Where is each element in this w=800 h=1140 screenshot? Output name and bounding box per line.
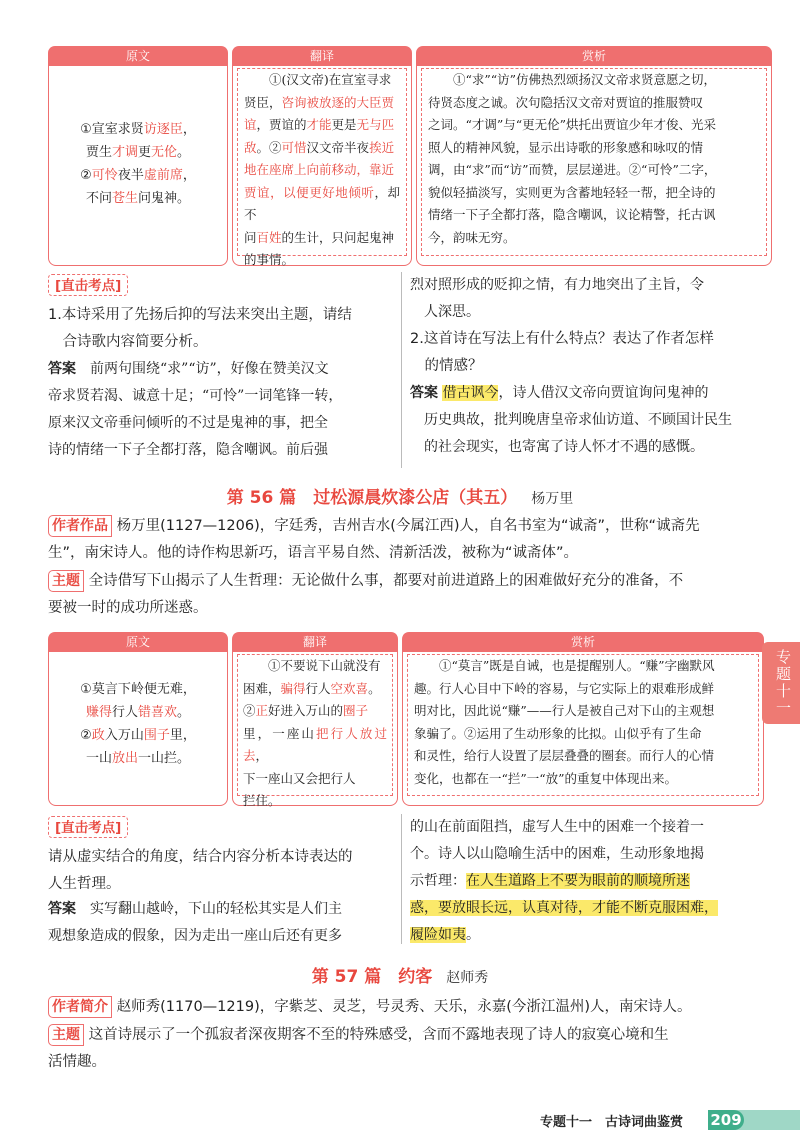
highlighted-phrase: 咨询被放逐的大臣贾 bbox=[281, 94, 395, 110]
text-line: 调，由“求”而“访”而赞，层层递进。②“可怜”二字， bbox=[428, 162, 717, 177]
text-segment: 不问 bbox=[85, 191, 112, 206]
page-number-bar bbox=[708, 1110, 800, 1130]
section-title: 第 56 篇 过松源晨炊漆公店（其五） bbox=[226, 488, 518, 508]
cell-translation bbox=[232, 66, 412, 266]
exam-tag-label: 直击考点 bbox=[61, 820, 116, 836]
header-translation: 翻译 bbox=[232, 632, 398, 652]
highlighted-phrase: 把行人放过去 bbox=[243, 725, 387, 763]
highlighted-phrase: 敌 bbox=[244, 139, 257, 155]
text-line bbox=[59, 724, 217, 747]
question-line: 请从虚实结合的角度，结合内容分析本诗表达的 bbox=[48, 849, 353, 865]
text-line: 和灵性，给行人设置了层层叠叠的圈套。而行人的心情 bbox=[414, 748, 715, 763]
text-line bbox=[244, 92, 400, 115]
text-line: ①“莫言”既是自诫，也是提醒别人。“赚”字幽默风 bbox=[414, 658, 715, 673]
theme-block-56 bbox=[48, 568, 778, 622]
answer-3 bbox=[48, 896, 394, 950]
question-3 bbox=[48, 844, 394, 898]
highlighted-phrase: 错喜欢 bbox=[138, 705, 178, 720]
highlighted-phrase: 才调 bbox=[111, 145, 138, 160]
question-line: 2.这首诗在写法上有什么特点？表达了作者怎样 bbox=[410, 331, 714, 347]
text-line bbox=[244, 182, 400, 227]
text-line: 明对比，因此说“赚”——行人是被自己对下山的主观想 bbox=[414, 703, 715, 718]
author-tag: 作者作品 bbox=[48, 515, 112, 537]
text-line bbox=[244, 69, 400, 92]
highlighted-phrase: 挨近 bbox=[369, 139, 395, 155]
text-line bbox=[59, 187, 217, 210]
text-line bbox=[59, 678, 217, 701]
text-line bbox=[243, 678, 387, 701]
page-number: 209 bbox=[708, 1110, 744, 1130]
text-segment: 。 bbox=[177, 705, 191, 720]
section-title: 第 57 篇 约客 bbox=[311, 967, 433, 987]
cell-original bbox=[48, 652, 228, 806]
text-line: 趣。行人心目中下岭的容易，与它实际上的艰难形成鲜 bbox=[414, 680, 715, 696]
question-line: 人生哲理。 bbox=[48, 876, 121, 892]
text-segment: 。 bbox=[368, 680, 381, 696]
text-segment: ， bbox=[255, 748, 269, 763]
text-line: 照人的精神风貌，显示出诗歌的形象感和咏叹的情 bbox=[428, 139, 704, 155]
answer-1-continued bbox=[410, 272, 760, 326]
text-segment: 贤臣， bbox=[244, 94, 282, 110]
text-line bbox=[243, 700, 387, 723]
answer-label: 答案 bbox=[48, 361, 76, 377]
text-segment: ， bbox=[182, 168, 196, 183]
text-line: ①“求”“访”仿佛热烈颂扬汉文帝求贤意愿之切， bbox=[428, 72, 717, 87]
answer-line: 烈对照形成的贬抑之情，有力地突出了主旨，令 bbox=[410, 277, 704, 293]
text-segment: 一山 bbox=[85, 751, 112, 766]
text-segment: 更 bbox=[137, 145, 151, 160]
answer-line: 历史典故，批判晚唐皇帝求仙访道、不顾国计民生 bbox=[424, 412, 732, 428]
answer-highlight: 惑，要放眼长远，认真对待，才能不断克服困难， bbox=[410, 900, 718, 916]
highlighted-phrase: 放出 bbox=[111, 751, 138, 766]
text-segment: ， bbox=[182, 122, 196, 137]
answer-line: 人深思。 bbox=[424, 304, 480, 320]
exam-tag-label: 直击考点 bbox=[61, 278, 116, 294]
author-line: 生”，南宋诗人。他的诗作构思新巧，语言平易自然、清新活泼，被称为“诚斋体”。 bbox=[48, 545, 579, 561]
header-translation: 翻译 bbox=[232, 46, 412, 66]
text-line: 象骗了。②运用了生动形象的比拟。山似乎有了生命 bbox=[414, 725, 702, 741]
original-text bbox=[59, 678, 217, 774]
poem-table-2 bbox=[48, 632, 764, 806]
author-line: 杨万里(1127—1206)，字廷秀，吉州吉水(今属江西)人，自名书室为“诚斋”，世称“诚斋先 bbox=[116, 518, 700, 534]
appreciation-text bbox=[407, 654, 759, 796]
highlighted-phrase: 贾谊，以便更好地倾听 bbox=[244, 184, 375, 200]
text-segment: 问鬼神。 bbox=[138, 191, 191, 206]
tag-bracket-left: [ bbox=[55, 278, 62, 294]
column-divider-1 bbox=[401, 272, 402, 468]
text-segment: 下一座山又会把行人 bbox=[243, 770, 356, 786]
highlighted-phrase: 无与匹 bbox=[356, 117, 395, 132]
poem-table-1 bbox=[48, 46, 772, 266]
text-line bbox=[244, 137, 400, 160]
author-block-56 bbox=[48, 513, 778, 567]
highlighted-phrase: 才能 bbox=[306, 117, 332, 132]
question-1 bbox=[48, 302, 394, 356]
answer-line: 实写翻山越岭，下山的轻松其实是人们主 bbox=[76, 901, 342, 917]
text-line bbox=[243, 790, 387, 813]
exam-tag-1 bbox=[48, 274, 128, 296]
answer-line: 个。诗人以山隐喻生活中的困难，生动形象地揭 bbox=[410, 846, 704, 862]
translation-text bbox=[237, 654, 393, 808]
text-line bbox=[244, 227, 400, 250]
text-line: 貌似轻描淡写，实则更为含蓄地轻轻一帮，把全诗的 bbox=[428, 184, 716, 200]
author-block-57 bbox=[48, 994, 778, 1021]
answer-label: 答案 bbox=[48, 901, 76, 917]
text-line bbox=[243, 768, 387, 791]
answer-label: 答案 bbox=[410, 385, 438, 401]
footer-chapter-title: 专题十一 古诗词曲鉴赏 bbox=[540, 1115, 684, 1130]
tag-bracket-left: [ bbox=[55, 820, 62, 836]
header-original: 原文 bbox=[48, 632, 228, 652]
text-segment: ①莫言下岭便无难， bbox=[80, 682, 196, 697]
author-line: 赵师秀(1170—1219)，字紫芝、灵芝，号灵秀、天乐，永嘉(今浙江温州)人，南宋诗人。 bbox=[116, 999, 692, 1015]
highlighted-phrase: 地在座席上向前移动，靠近 bbox=[244, 162, 395, 177]
answer-line: 诗的情绪一下子全都打落，隐含嘲讽。前后强 bbox=[48, 442, 328, 458]
appreciation-text bbox=[421, 68, 767, 256]
answer-line: 帝求贤若渴、诚意十足；“可怜”一词笔锋一转， bbox=[48, 388, 343, 404]
text-segment: 。 bbox=[177, 145, 191, 160]
answer-line: 前两句围绕“求”“访”，好像在赞美汉文 bbox=[76, 361, 329, 377]
question-2 bbox=[410, 326, 760, 380]
text-segment: 。② bbox=[256, 139, 282, 155]
section-author: 杨万里 bbox=[531, 491, 574, 507]
theme-line: 全诗借写下山揭示了人生哲理：无论做什么事，都要对前进道路上的困难做好充分的准备，不 bbox=[88, 573, 684, 589]
question-line: 合诗歌内容简要分析。 bbox=[48, 334, 208, 350]
cell-original bbox=[48, 66, 228, 266]
highlighted-phrase: 可惜 bbox=[281, 139, 307, 155]
answer-highlight: 履险如夷 bbox=[410, 927, 466, 943]
text-segment: ② bbox=[243, 703, 256, 718]
cell-appreciation bbox=[416, 66, 772, 266]
text-line bbox=[243, 723, 387, 768]
theme-block-57 bbox=[48, 1022, 778, 1076]
text-segment: 更是 bbox=[331, 117, 357, 132]
section-author: 赵师秀 bbox=[446, 970, 489, 986]
answer-2 bbox=[410, 380, 760, 461]
cell-translation bbox=[232, 652, 398, 806]
highlighted-phrase: 空欢喜 bbox=[330, 680, 369, 696]
text-segment: 里，一座山 bbox=[243, 725, 317, 741]
theme-line: 活情趣。 bbox=[48, 1054, 106, 1070]
text-segment: 的生计，只问起鬼神 bbox=[281, 229, 395, 245]
highlighted-phrase: 访逐臣 bbox=[143, 122, 183, 137]
highlighted-phrase: 苍生 bbox=[111, 191, 138, 206]
theme-tag: 主题 bbox=[48, 1024, 84, 1046]
highlighted-phrase: 无伦 bbox=[151, 145, 178, 160]
text-segment: 行人 bbox=[305, 680, 331, 696]
answer-line: 的山在前面阻挡，虚写人生中的困难一个接着一 bbox=[410, 819, 704, 835]
text-segment: 夜半 bbox=[117, 168, 144, 183]
tag-bracket-right: ] bbox=[115, 820, 122, 836]
text-line: 待贤态度之诚。次句隐括汉文帝对贾谊的推服赞叹 bbox=[428, 94, 704, 110]
highlighted-phrase: 赚得 bbox=[85, 705, 112, 720]
text-line bbox=[59, 118, 217, 141]
answer-line: 的社会现实，也寄寓了诗人怀才不遇的感慨。 bbox=[424, 439, 704, 455]
text-segment: 问 bbox=[244, 229, 257, 245]
answer-highlight: 在人生道路上不要为眼前的顺境所迷 bbox=[466, 873, 690, 889]
chapter-side-tab[interactable]: 专题十一 bbox=[762, 642, 800, 724]
text-line bbox=[59, 164, 217, 187]
text-segment: 入万山 bbox=[104, 728, 144, 743]
text-segment: ，贾谊的 bbox=[256, 117, 307, 132]
text-segment: ，却不 bbox=[244, 184, 400, 222]
translation-text bbox=[237, 68, 407, 267]
theme-line: 这首诗展示了一个孤寂者深夜期客不至的特殊感受，含而不露地表现了诗人的寂寞心境和生 bbox=[88, 1027, 669, 1043]
text-segment: ② bbox=[80, 728, 92, 743]
text-line: 变化，也都在一“拦”一“放”的重复中体现出来。 bbox=[414, 770, 678, 786]
text-line bbox=[59, 141, 217, 164]
text-segment: 里， bbox=[169, 728, 196, 743]
text-line bbox=[59, 747, 217, 770]
exam-tag-2 bbox=[48, 816, 128, 838]
answer-line: 原来汉文帝垂问倾听的不过是鬼神的事，把全 bbox=[48, 415, 328, 431]
highlighted-phrase: 围子 bbox=[143, 728, 170, 743]
text-segment: 的事情。 bbox=[244, 252, 295, 267]
text-line: 今，韵味无穷。 bbox=[428, 229, 516, 245]
text-segment: ①宣室求贤 bbox=[80, 122, 144, 137]
header-original: 原文 bbox=[48, 46, 228, 66]
text-line bbox=[244, 249, 400, 272]
theme-tag: 主题 bbox=[48, 570, 84, 592]
text-line bbox=[244, 159, 400, 182]
answer-line: 示哲理： bbox=[410, 873, 466, 889]
highlighted-phrase: 百姓 bbox=[256, 229, 282, 245]
answer-line: 观想象造成的假象，因为走出一座山后还有更多 bbox=[48, 928, 342, 944]
text-segment: 拦住。 bbox=[243, 793, 281, 808]
answer-1 bbox=[48, 356, 394, 464]
section-57-heading bbox=[0, 962, 800, 987]
text-segment: 好进入万山的 bbox=[268, 703, 344, 718]
text-segment: 困难， bbox=[243, 680, 281, 696]
theme-line: 要被一时的成功所迷惑。 bbox=[48, 600, 208, 616]
answer-3-continued bbox=[410, 814, 762, 949]
text-line bbox=[243, 655, 387, 678]
section-56-heading bbox=[0, 483, 800, 508]
answer-line: ，诗人借汉文帝向贾谊询问鬼神的 bbox=[498, 385, 709, 401]
tag-bracket-right: ] bbox=[115, 278, 122, 294]
question-line: 1.本诗采用了先扬后抑的写法来突出主题，请结 bbox=[48, 307, 352, 323]
author-tag: 作者简介 bbox=[48, 996, 112, 1018]
highlighted-phrase: 可怜 bbox=[91, 168, 118, 183]
answer-highlight: 借古讽今 bbox=[442, 385, 499, 401]
column-divider-2 bbox=[401, 814, 402, 944]
text-line: 情绪一下子全都打落，隐含嘲讽，议论精警，托古讽 bbox=[428, 207, 716, 222]
highlighted-phrase: 虚前席 bbox=[143, 168, 183, 183]
text-segment: 一山拦。 bbox=[138, 751, 191, 766]
header-appreciation: 赏析 bbox=[416, 46, 772, 66]
highlighted-phrase: 谊 bbox=[244, 117, 257, 132]
text-segment: ② bbox=[80, 168, 92, 183]
highlighted-phrase: 圈子 bbox=[343, 703, 369, 718]
cell-appreciation bbox=[402, 652, 764, 806]
text-segment: 贾生 bbox=[85, 145, 112, 160]
text-segment: ①不要说下山就没有 bbox=[243, 658, 381, 673]
original-text bbox=[59, 118, 217, 214]
text-line: 之词。“才调”与“更无伦”烘托出贾谊少年才俊、光采 bbox=[428, 117, 717, 132]
text-line bbox=[244, 114, 400, 137]
answer-line: 。 bbox=[466, 927, 480, 943]
highlighted-phrase: 正 bbox=[255, 703, 269, 718]
highlighted-phrase: 政 bbox=[91, 728, 105, 743]
header-appreciation: 赏析 bbox=[402, 632, 764, 652]
text-segment: ①(汉文帝)在宣室寻求 bbox=[244, 72, 392, 87]
text-segment: 汉文帝半夜 bbox=[306, 139, 370, 155]
text-line bbox=[59, 701, 217, 724]
question-line: 的情感？ bbox=[410, 358, 483, 374]
text-segment: 行人 bbox=[111, 705, 138, 720]
highlighted-phrase: 骗得 bbox=[280, 680, 306, 696]
